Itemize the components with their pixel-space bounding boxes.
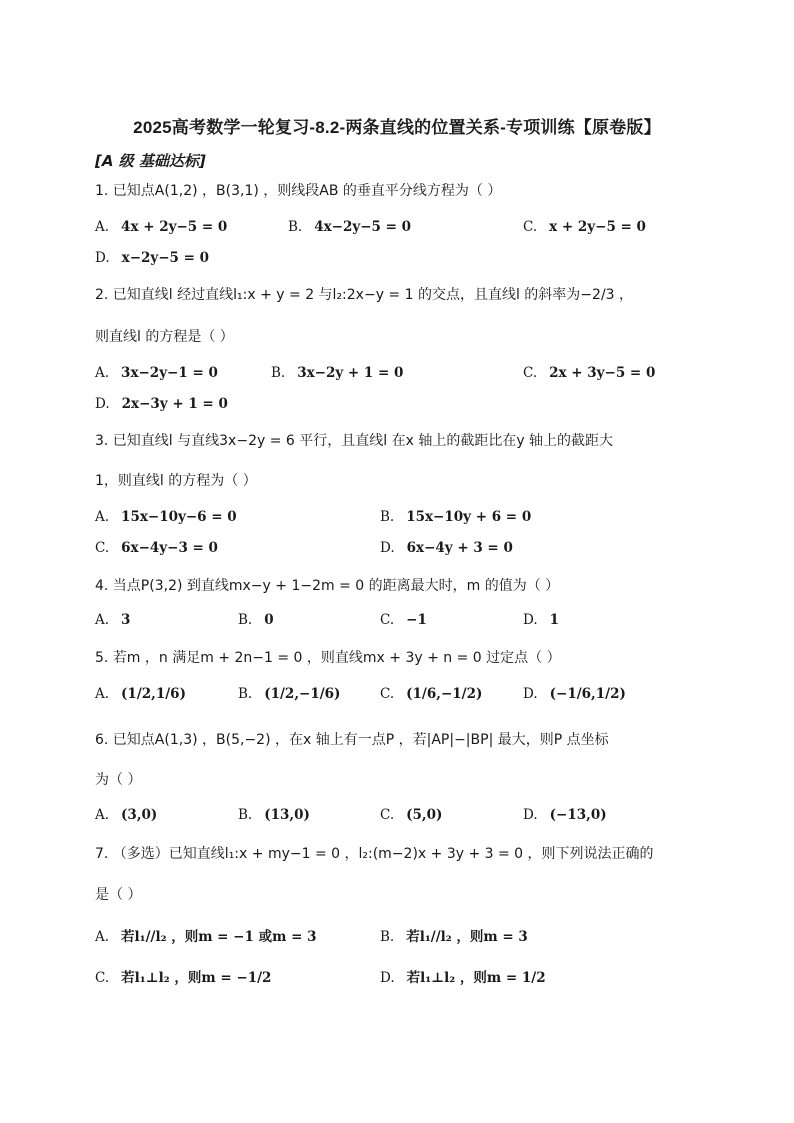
question-2-stem-line-1: 2. 已知直线l 经过直线l₁:x + y = 2 与l₂:2x−y = 1 的交点，且直线l 的斜率为−2/3 ， xyxy=(95,287,634,303)
q2-option-c: C. 2x + 3y−5 = 0 xyxy=(523,365,656,381)
q4-option-d: D. 1 xyxy=(523,612,560,628)
question-1-stem: 1. 已知点A(1,2) ，B(3,1) ，则线段AB 的垂直平分线方程为（ ） xyxy=(95,183,502,199)
q6-option-c: C. (5,0) xyxy=(380,807,443,823)
question-5-stem: 5. 若m ，n 满足m + 2n−1 = 0 ，则直线mx + 3y + n = 0 过定点（ ） xyxy=(95,650,561,666)
q2-option-a: A. 3x−2y−1 = 0 xyxy=(95,365,218,381)
q2-option-d: D. 2x−3y + 1 = 0 xyxy=(95,396,228,412)
q5-option-d: D. (−1/6,1/2) xyxy=(523,686,626,702)
question-3-stem-line-1: 3. 已知直线l 与直线3x−2y = 6 平行，且直线l 在x 轴上的截距比在y 轴上的截距大 xyxy=(95,433,614,449)
q5-option-a: A. (1/2,1/6) xyxy=(95,686,186,702)
page-title: 2025高考数学一轮复习-8.2-两条直线的位置关系-专项训练【原卷版】 xyxy=(133,118,661,137)
q3-option-c: C. 6x−4y−3 = 0 xyxy=(95,540,218,556)
q5-option-c: C. (1/6,−1/2) xyxy=(380,686,483,702)
q1-option-a: A. 4x + 2y−5 = 0 xyxy=(95,219,228,235)
q6-option-b: B. (13,0) xyxy=(238,807,310,823)
q7-option-b: B. 若l₁//l₂ ，则m = 3 xyxy=(380,929,528,945)
q4-option-c: C. −1 xyxy=(380,612,427,628)
q3-option-d: D. 6x−4y + 3 = 0 xyxy=(380,540,513,556)
q6-option-d: D. (−13,0) xyxy=(523,807,607,823)
q4-option-a: A. 3 xyxy=(95,612,131,628)
q1-option-c: C. x + 2y−5 = 0 xyxy=(523,219,646,235)
question-7-stem-line-1: 7. （多选）已知直线l₁:x + my−1 = 0 ，l₂:(m−2)x + 3y + 3 = 0 ，则下列说法正确的 xyxy=(95,846,654,862)
q5-option-b: B. (1/2,−1/6) xyxy=(238,686,341,702)
q6-option-a: A. (3,0) xyxy=(95,807,158,823)
question-6-stem-line-1: 6. 已知点A(1,3) ，B(5,−2) ，在x 轴上有一点P ，若|AP|−|BP| 最大，则P 点坐标 xyxy=(95,732,609,748)
q7-option-a: A. 若l₁//l₂ ，则m = −1 或m = 3 xyxy=(95,929,317,945)
q1-option-b: B. 4x−2y−5 = 0 xyxy=(288,219,412,235)
q1-option-d: D. x−2y−5 = 0 xyxy=(95,250,210,266)
question-6-stem-line-2: 为（ ） xyxy=(95,772,142,788)
q7-option-c: C. 若l₁⊥l₂ ，则m = −1/2 xyxy=(95,970,272,986)
section-heading: [A 级 基础达标] xyxy=(95,152,206,170)
q3-option-a: A. 15x−10y−6 = 0 xyxy=(95,509,237,525)
question-3-stem-line-2: 1，则直线l 的方程为（ ） xyxy=(95,473,257,489)
q4-option-b: B. 0 xyxy=(238,612,274,628)
question-2-stem-line-2: 则直线l 的方程是（ ） xyxy=(95,329,234,345)
q2-option-b: B. 3x−2y + 1 = 0 xyxy=(271,365,404,381)
q7-option-d: D. 若l₁⊥l₂ ，则m = 1/2 xyxy=(380,970,546,986)
q3-option-b: B. 15x−10y + 6 = 0 xyxy=(380,509,532,525)
question-7-stem-line-2: 是（ ） xyxy=(95,887,142,903)
question-4-stem: 4. 当点P(3,2) 到直线mx−y + 1−2m = 0 的距离最大时，m 的值为（ ） xyxy=(95,578,560,594)
